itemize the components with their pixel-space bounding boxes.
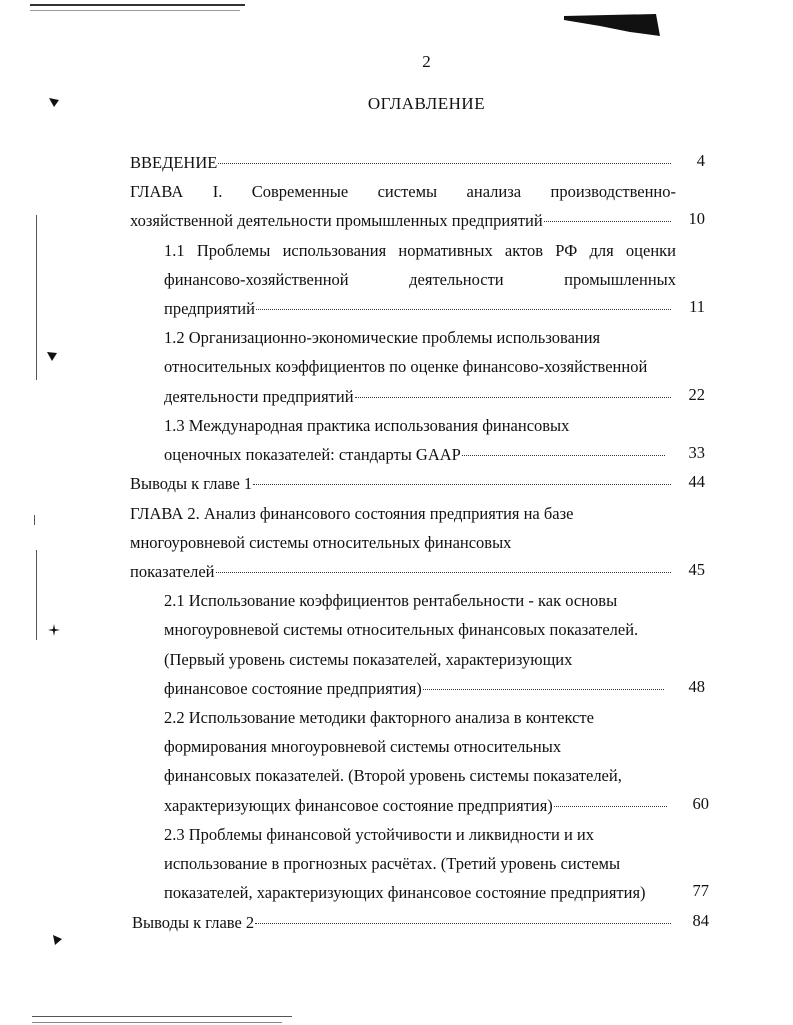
toc-page-number: 77 [692, 881, 709, 900]
toc-entry-text: деятельности предприятий [164, 387, 354, 406]
toc-leader-dots [218, 163, 671, 164]
toc-page-number: 10 [688, 209, 705, 228]
toc-entry-text: показателей, характеризующих финансовое состояние предприятия) [164, 883, 646, 902]
scan-artifact-blob [560, 10, 665, 40]
page-number: 2 [422, 52, 431, 71]
toc-leader-dots [256, 309, 671, 310]
toc-entry-section-2-3-end [164, 881, 676, 905]
toc-entry-text: предприятий [164, 299, 255, 318]
toc-page-number: 33 [688, 443, 705, 462]
toc-entry-text: 1.3 Международная практика использования финансовых [164, 416, 570, 435]
toc-entry-section-1-2 [164, 326, 676, 350]
toc-entry-section-2-2 [164, 706, 676, 730]
toc-entry-section-1-3 [164, 414, 676, 438]
toc-entry-chapter-2-cont [130, 531, 675, 555]
toc-leader-dots [423, 689, 664, 690]
toc-page-number: 48 [688, 677, 705, 696]
toc-entry-text: 2.2 Использование методики факторного анализа в контексте [164, 708, 594, 727]
punch-mark-icon [48, 624, 60, 636]
punch-mark-icon [46, 350, 58, 362]
toc-page-number: 60 [692, 794, 709, 813]
toc-entry-section-1-1-end [164, 297, 675, 321]
toc-entry-text: формирования многоуровневой системы относительных [164, 737, 562, 756]
toc-entry-text: оценочных показателей: стандарты GAAP [164, 445, 461, 464]
toc-entry-text: показателей [130, 562, 215, 581]
toc-entry-chapter-1 [130, 180, 676, 204]
toc-page-number: 45 [688, 560, 705, 579]
toc-entry-text: ГЛАВА 2. Анализ финансового состояния предприятия на базе [130, 504, 574, 523]
toc-leader-dots [216, 572, 671, 573]
toc-entry-text: финансовых показателей. (Второй уровень системы показателей, [164, 766, 622, 785]
toc-page-number: 4 [696, 151, 705, 170]
scan-artifact-line [32, 1022, 282, 1023]
toc-entry-section-2-1-end [164, 677, 668, 701]
toc-entry-text: (Первый уровень системы показателей, характеризующих [164, 650, 573, 669]
toc-entry-text: финансово-хозяйственной деятельности промышленных [164, 270, 676, 289]
toc-leader-dots [255, 923, 671, 924]
toc-title: ОГЛАВЛЕНИЕ [367, 94, 486, 113]
toc-entry-intro [130, 151, 675, 175]
toc-entry-section-2-2-end [164, 794, 671, 818]
toc-entry-conclusions-1 [130, 472, 675, 496]
toc-entry-text: многоуровневой системы относительных финансовых показателей. [164, 620, 639, 639]
toc-entry-section-2-3-cont [164, 852, 676, 876]
toc-entry-section-2-1-cont2 [164, 648, 676, 672]
toc-leader-dots [355, 397, 671, 398]
toc-entry-section-1-1-cont [164, 268, 676, 292]
toc-entry-text: Выводы к главе 1 [130, 474, 253, 493]
toc-entry-conclusions-2 [132, 911, 675, 935]
toc-entry-section-2-1-cont [164, 618, 676, 642]
toc-leader-dots [544, 221, 671, 222]
toc-page-number: 84 [692, 911, 709, 930]
toc-leader-dots [253, 484, 671, 485]
toc-entry-text: ГЛАВА I. Современные системы анализа производственно- [130, 182, 676, 201]
toc-entry-text: ВВЕДЕНИЕ [130, 153, 218, 172]
toc-entry-chapter-2-end [130, 560, 675, 584]
toc-entry-text: характеризующих финансовое состояние предприятия) [164, 796, 553, 815]
toc-entry-text: финансовое состояние предприятия) [164, 679, 422, 698]
toc-entry-chapter-2 [130, 502, 675, 526]
toc-entry-text: 1.1 Проблемы использования нормативных актов РФ для оценки [164, 241, 676, 260]
punch-mark-icon [52, 934, 64, 946]
toc-entry-text: хозяйственной деятельности промышленных предприятий [130, 211, 543, 230]
toc-entry-section-1-2-end [164, 385, 675, 409]
toc-page-number: 22 [688, 385, 705, 404]
toc-entry-text: 1.2 Организационно-экономические проблемы использования [164, 328, 601, 347]
toc-entry-chapter-1-cont [130, 209, 675, 233]
toc-entry-section-2-2-cont [164, 735, 676, 759]
toc-entry-section-1-2-cont [164, 355, 676, 379]
toc-entry-section-2-2-cont2 [164, 764, 676, 788]
toc-entry-section-1-3-end [164, 443, 669, 467]
toc-entry-text: относительных коэффициентов по оценке финансово-хозяйственной [164, 357, 648, 376]
toc-entry-text: Выводы к главе 2 [132, 913, 255, 932]
scan-artifact-line [30, 10, 240, 11]
toc-entry-section-1-1 [164, 239, 676, 263]
toc-entry-text: 2.1 Использование коэффициентов рентабельности - как основы [164, 591, 618, 610]
toc-leader-dots [554, 806, 667, 807]
toc-entry-text: использование в прогнозных расчётах. (Третий уровень системы [164, 854, 621, 873]
margin-line [36, 550, 37, 640]
scan-artifact-line [32, 1016, 292, 1017]
scan-artifact-line [30, 4, 245, 6]
toc-page-number: 11 [689, 297, 705, 316]
toc-leader-dots [462, 455, 665, 456]
toc-entry-section-2-3 [164, 823, 676, 847]
margin-line [34, 515, 35, 525]
toc-entry-text: многоуровневой системы относительных финансовых [130, 533, 512, 552]
toc-page-number: 44 [688, 472, 705, 491]
toc-entry-text: 2.3 Проблемы финансовой устойчивости и ликвидности и их [164, 825, 594, 844]
toc-entry-section-2-1 [164, 589, 676, 613]
margin-line [36, 215, 37, 380]
